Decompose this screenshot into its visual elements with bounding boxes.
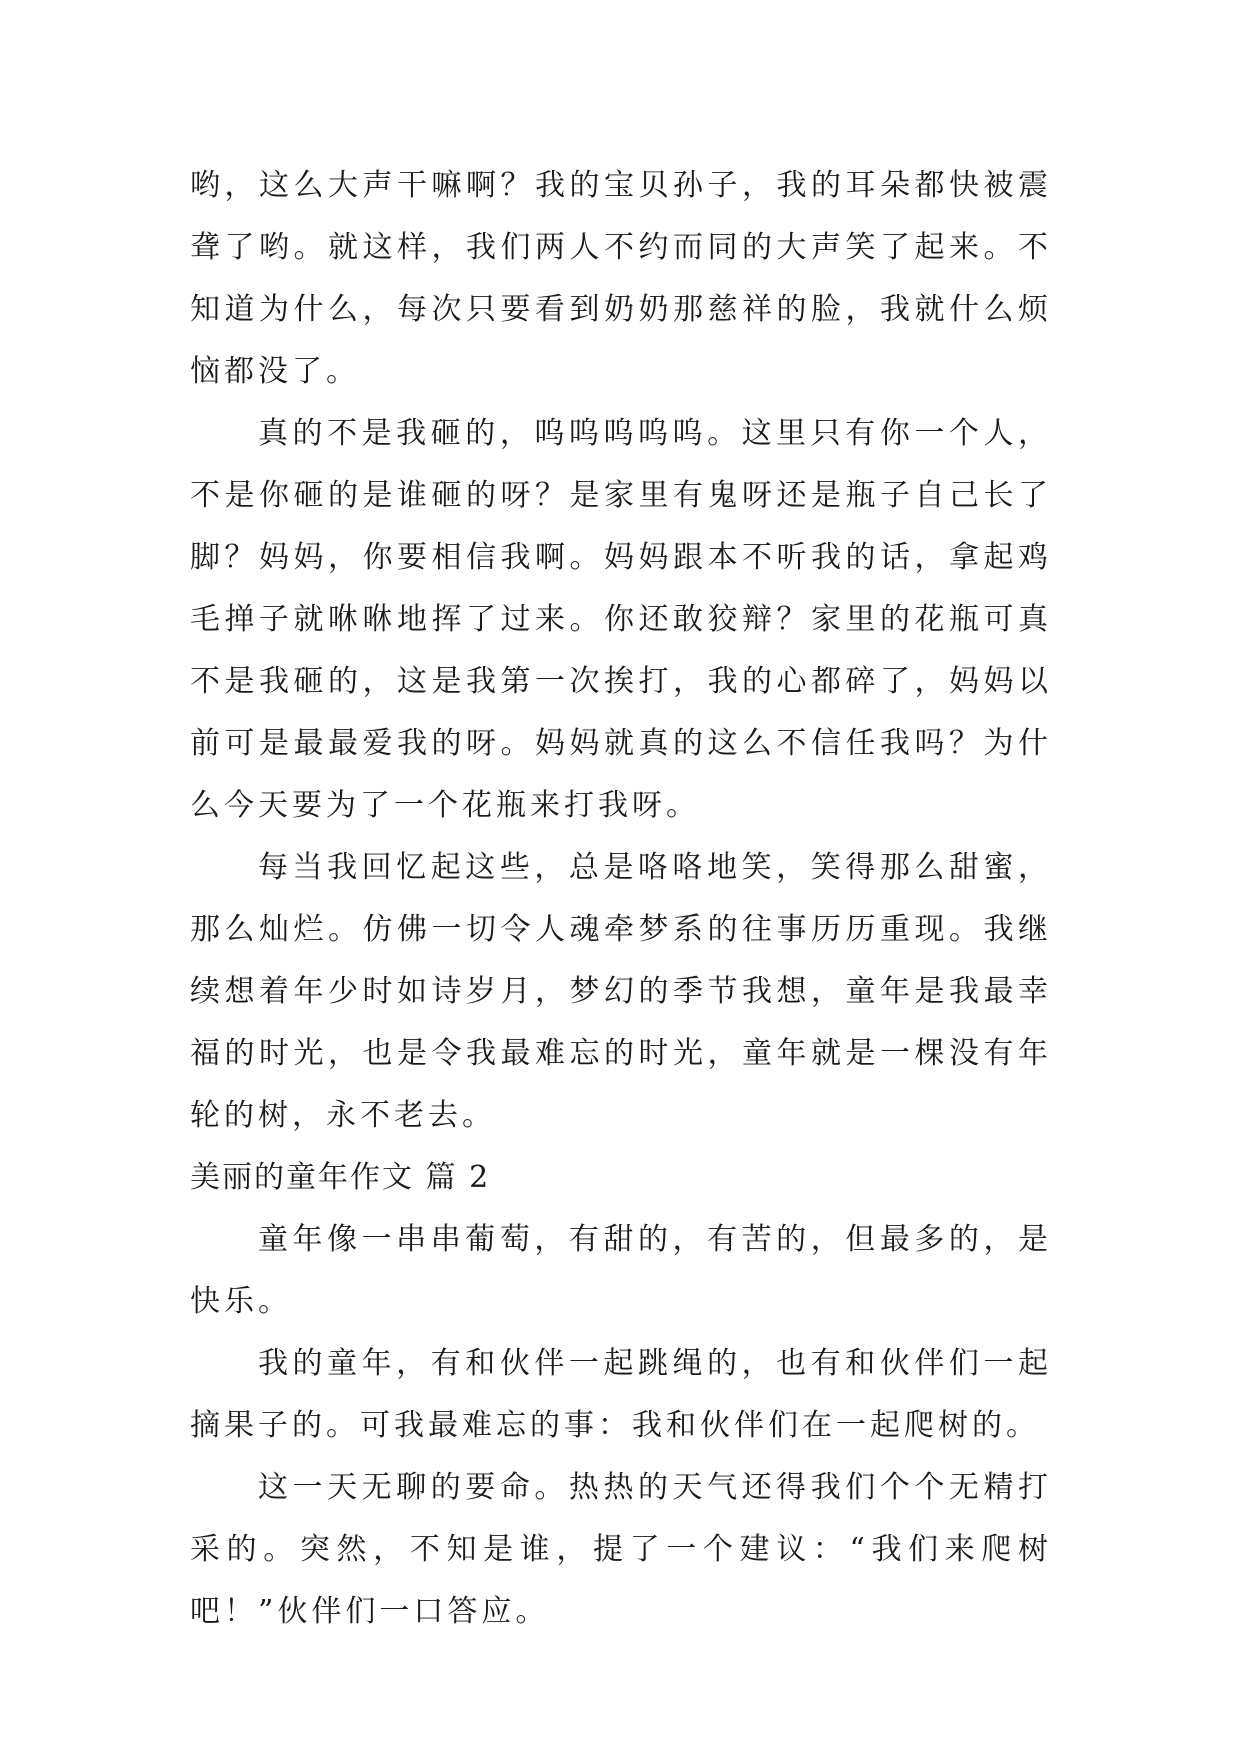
document-body (190, 155, 1052, 1643)
paragraph: 这一天无聊的要命。热热的天气还得我们个个无精打采的。突然，不知是谁，提了一个建议：“我们来爬树吧！”伙伴们一口答应。 (190, 1470, 1052, 1629)
paragraph: 我的童年，有和伙伴一起跳绳的，也有和伙伴们一起摘果子的。可我最难忘的事：我和伙伴们在一起爬树的。 (190, 1346, 1052, 1443)
section-heading: 美丽的童年作文 篇 2 (190, 1160, 491, 1195)
paragraph-continued: 哟，这么大声干嘛啊？我的宝贝孙子，我的耳朵都快被震聋了哟。就这样，我们两人不约而同的大声笑了起来。不知道为什么，每次只要看到奶奶那慈祥的脸，我就什么烦恼都没了。 (190, 168, 1052, 389)
paragraph: 童年像一串串葡萄，有甜的，有苦的，但最多的，是快乐。 (190, 1222, 1052, 1319)
paragraph: 真的不是我砸的，呜呜呜呜呜。这里只有你一个人，不是你砸的是谁砸的呀？是家里有鬼呀还是瓶子自己长了脚？妈妈，你要相信我啊。妈妈跟本不听我的话，拿起鸡毛掸子就咻咻地挥了过来。你还敢狡辩？家里的花瓶可真不是我砸的，这是我第一次挨打，我的心都碎了，妈妈以前可是最最爱我的呀。妈妈就真的这么不信任我吗？为什么今天要为了一个花瓶来打我呀。 (190, 416, 1052, 823)
paragraph: 每当我回忆起这些，总是咯咯地笑，笑得那么甜蜜，那么灿烂。仿佛一切令人魂牵梦系的往事历历重现。我继续想着年少时如诗岁月，梦幻的季节我想，童年是我最幸福的时光，也是令我最难忘的时光，童年就是一棵没有年轮的树，永不老去。 (190, 850, 1052, 1133)
